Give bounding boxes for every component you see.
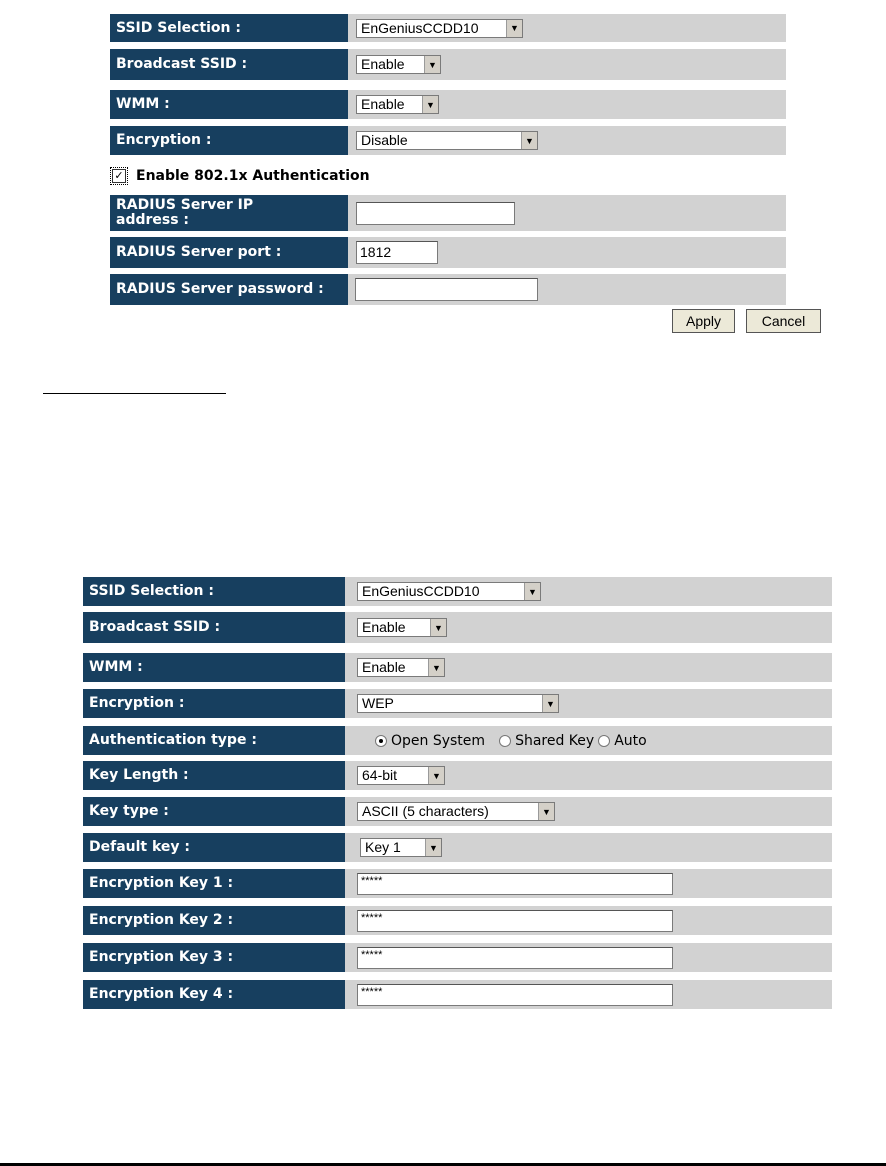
wireless-form-wep <box>83 0 832 1010</box>
encryption-key-2-input[interactable]: ***** <box>357 910 673 932</box>
key-length-cell <box>345 761 832 790</box>
row-wmm <box>83 653 832 682</box>
radio-auto-label: Auto <box>614 732 647 749</box>
row-authentication-type <box>83 726 832 755</box>
key-length-dropdown[interactable] <box>357 766 445 785</box>
default-key-cell <box>345 833 832 862</box>
chevron-down-icon[interactable]: ▼ <box>428 659 444 676</box>
wmm-dropdown[interactable] <box>357 658 445 677</box>
authentication-type-radio-group <box>375 733 661 749</box>
enable-8021x-label: Enable 802.1x Authentication <box>136 168 370 184</box>
ssid-selection-label: SSID Selection : <box>83 577 345 606</box>
authentication-type-label: Authentication type : <box>83 726 345 755</box>
wmm-cell <box>345 653 832 682</box>
chevron-down-icon[interactable]: ▼ <box>521 132 537 149</box>
key-type-cell <box>345 797 832 826</box>
wmm-value: Enable <box>361 96 405 112</box>
broadcast-ssid-value: Enable <box>361 56 405 72</box>
key-type-value: ASCII (5 characters) <box>362 803 489 819</box>
chevron-down-icon[interactable]: ▼ <box>428 767 444 784</box>
apply-button[interactable]: Apply <box>672 309 735 333</box>
radio-shared-key-label: Shared Key <box>515 732 595 749</box>
wmm-label: WMM : <box>110 90 348 119</box>
encryption-label: Encryption : <box>110 126 348 155</box>
wmm-label: WMM : <box>83 653 345 682</box>
row-ssid-selection <box>83 577 832 606</box>
broadcast-ssid-label: Broadcast SSID : <box>83 612 345 643</box>
encryption-key-3-label: Encryption Key 3 : <box>83 943 345 972</box>
encryption-label: Encryption : <box>83 689 345 718</box>
radius-password-label: RADIUS Server password : <box>110 274 348 305</box>
ssid-selection-value: EnGeniusCCDD10 <box>361 19 479 36</box>
cancel-button[interactable]: Cancel <box>746 309 821 333</box>
encryption-key-1-input[interactable]: ***** <box>357 873 673 895</box>
default-key-label: Default key : <box>83 833 345 862</box>
default-key-value: Key 1 <box>365 839 401 855</box>
encryption-value: WEP <box>362 695 394 711</box>
ssid-selection-value: EnGeniusCCDD10 <box>362 583 480 599</box>
encryption-key-2-label: Encryption Key 2 : <box>83 906 345 935</box>
radius-ip-label-line2: address : <box>116 212 190 228</box>
encryption-key-4-label: Encryption Key 4 : <box>83 980 345 1009</box>
row-encryption-key-3 <box>83 943 832 972</box>
row-encryption <box>83 689 832 718</box>
row-key-length <box>83 761 832 790</box>
key-length-label: Key Length : <box>83 761 345 790</box>
ssid-selection-cell <box>345 577 832 606</box>
encryption-key-1-label: Encryption Key 1 : <box>83 869 345 898</box>
row-broadcast-ssid <box>83 612 832 643</box>
chevron-down-icon[interactable]: ▼ <box>506 20 522 37</box>
encryption-key-4-input[interactable]: ***** <box>357 984 673 1006</box>
chevron-down-icon[interactable]: ▼ <box>542 695 558 712</box>
encryption-value: Disable <box>361 132 408 148</box>
authentication-type-cell <box>345 726 832 755</box>
row-encryption-key-1 <box>83 869 832 898</box>
row-key-type <box>83 797 832 826</box>
checkmark-icon: ✓ <box>114 169 124 182</box>
encryption-key-3-input[interactable]: ***** <box>357 947 673 969</box>
row-default-key <box>83 833 832 862</box>
chevron-down-icon[interactable]: ▼ <box>524 583 540 600</box>
key-type-dropdown[interactable] <box>357 802 555 821</box>
broadcast-ssid-label: Broadcast SSID : <box>110 49 348 80</box>
broadcast-ssid-dropdown[interactable] <box>357 618 447 637</box>
radius-port-label: RADIUS Server port : <box>110 237 348 268</box>
encryption-key-2-cell <box>345 906 832 935</box>
radius-port-input[interactable]: 1812 <box>356 241 438 264</box>
radius-ip-label-line1: RADIUS Server IP <box>116 197 254 213</box>
key-type-label: Key type : <box>83 797 345 826</box>
chevron-down-icon[interactable]: ▼ <box>422 96 438 113</box>
radio-open-system-label: Open System <box>391 732 486 749</box>
broadcast-ssid-cell <box>345 612 832 643</box>
ssid-selection-label: SSID Selection : <box>110 14 348 42</box>
encryption-key-4-cell <box>345 980 832 1009</box>
chevron-down-icon[interactable]: ▼ <box>424 56 440 73</box>
radio-open-system[interactable] <box>375 735 387 747</box>
chevron-down-icon[interactable]: ▼ <box>430 619 446 636</box>
ssid-selection-dropdown[interactable] <box>357 582 541 601</box>
key-length-value: 64-bit <box>362 767 398 783</box>
chevron-down-icon[interactable]: ▼ <box>425 839 441 856</box>
row-encryption-key-4 <box>83 980 832 1009</box>
broadcast-ssid-value: Enable <box>362 619 406 635</box>
encryption-dropdown[interactable] <box>357 694 559 713</box>
row-encryption-key-2 <box>83 906 832 935</box>
default-key-dropdown[interactable] <box>360 838 442 857</box>
encryption-key-1-cell <box>345 869 832 898</box>
encryption-key-3-cell <box>345 943 832 972</box>
encryption-cell <box>345 689 832 718</box>
chevron-down-icon[interactable]: ▼ <box>538 803 554 820</box>
radio-auto[interactable] <box>598 735 610 747</box>
radio-shared-key[interactable] <box>499 735 511 747</box>
wmm-value: Enable <box>362 659 406 675</box>
